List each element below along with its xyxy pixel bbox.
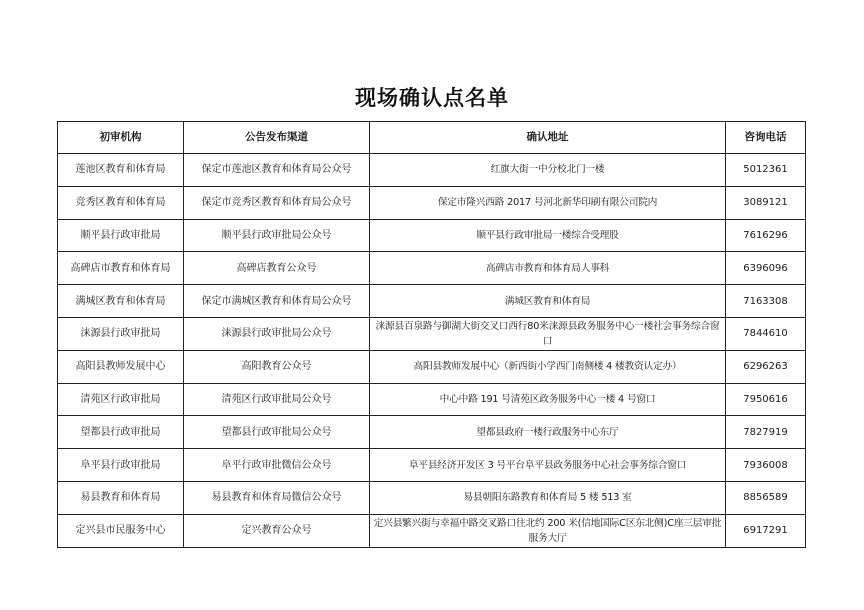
phone-cell: 5012361 [726, 154, 806, 187]
header-confirmation-address: 确认地址 [370, 122, 726, 154]
address-cell: 涞源县百泉路与御湖大街交叉口西行80米涞源县政务服务中心一楼社会事务综合窗口 [370, 317, 726, 350]
address-cell: 阜平县经济开发区 3 号平台阜平县政务服务中心社会事务综合窗口 [370, 449, 726, 482]
channel-cell: 保定市竞秀区教育和体育局公众号 [184, 186, 370, 219]
agency-cell: 清苑区行政审批局 [58, 383, 184, 416]
phone-cell: 3089121 [726, 186, 806, 219]
address-cell: 望都县政府一楼行政服务中心东厅 [370, 416, 726, 449]
table-row [58, 317, 806, 350]
channel-cell: 高碑店教育公众号 [184, 252, 370, 285]
channel-cell: 阜平行政审批微信公众号 [184, 449, 370, 482]
address-cell: 红旗大街一中分校北门一楼 [370, 154, 726, 187]
channel-cell: 保定市莲池区教育和体育局公众号 [184, 154, 370, 187]
address-cell: 满城区教育和体育局 [370, 285, 726, 318]
phone-cell: 7616296 [726, 219, 806, 252]
channel-cell: 高阳教育公众号 [184, 350, 370, 383]
table-row [58, 154, 806, 187]
agency-cell: 涞源县行政审批局 [58, 317, 184, 350]
header-initial-review-agency: 初审机构 [58, 122, 184, 154]
phone-cell: 6917291 [726, 514, 806, 547]
channel-cell: 清苑区行政审批局公众号 [184, 383, 370, 416]
table-row [58, 252, 806, 285]
channel-cell: 保定市满城区教育和体育局公众号 [184, 285, 370, 318]
table-row [58, 186, 806, 219]
phone-cell: 7844610 [726, 317, 806, 350]
table-row [58, 449, 806, 482]
address-cell: 中心中路 191 号清苑区政务服务中心一楼 4 号窗口 [370, 383, 726, 416]
agency-cell: 竞秀区教育和体育局 [58, 186, 184, 219]
table-row [58, 350, 806, 383]
agency-cell: 顺平县行政审批局 [58, 219, 184, 252]
table-header-row [58, 122, 806, 154]
agency-cell: 莲池区教育和体育局 [58, 154, 184, 187]
address-cell: 定兴县繁兴街与幸福中路交叉路口往北约 200 米(信地国际C区东北侧)C座三层审批服务大厅 [370, 514, 726, 547]
table-row [58, 219, 806, 252]
agency-cell: 阜平县行政审批局 [58, 449, 184, 482]
agency-cell: 易县教育和体育局 [58, 481, 184, 514]
phone-cell: 8856589 [726, 481, 806, 514]
address-cell: 高碑店市教育和体育局人事科 [370, 252, 726, 285]
table-row [58, 481, 806, 514]
address-cell: 高阳县教师发展中心（新西街小学西门南侧楼 4 楼教资认定办） [370, 350, 726, 383]
channel-cell: 易县教育和体育局微信公众号 [184, 481, 370, 514]
phone-cell: 7950616 [726, 383, 806, 416]
confirmation-sites-table [57, 121, 806, 548]
agency-cell: 高碑店市教育和体育局 [58, 252, 184, 285]
phone-cell: 7827919 [726, 416, 806, 449]
channel-cell: 涞源县行政审批局公众号 [184, 317, 370, 350]
phone-cell: 7936008 [726, 449, 806, 482]
agency-cell: 望都县行政审批局 [58, 416, 184, 449]
channel-cell: 顺平县行政审批局公众号 [184, 219, 370, 252]
channel-cell: 望都县行政审批局公众号 [184, 416, 370, 449]
agency-cell: 满城区教育和体育局 [58, 285, 184, 318]
phone-cell: 6396096 [726, 252, 806, 285]
header-announcement-channel: 公告发布渠道 [184, 122, 370, 154]
phone-cell: 7163308 [726, 285, 806, 318]
table-row [58, 383, 806, 416]
address-cell: 易县朝阳东路教育和体育局 5 楼 513 室 [370, 481, 726, 514]
agency-cell: 定兴县市民服务中心 [58, 514, 184, 547]
table-row [58, 416, 806, 449]
address-cell: 顺平县行政审批局一楼综合受理股 [370, 219, 726, 252]
phone-cell: 6296263 [726, 350, 806, 383]
table-row [58, 285, 806, 318]
agency-cell: 高阳县教师发展中心 [58, 350, 184, 383]
document-title: 现场确认点名单 [355, 86, 509, 110]
address-cell: 保定市隆兴西路 2017 号河北新华印刷有限公司院内 [370, 186, 726, 219]
table-row [58, 514, 806, 547]
header-consultation-phone: 咨询电话 [726, 122, 806, 154]
channel-cell: 定兴教育公众号 [184, 514, 370, 547]
